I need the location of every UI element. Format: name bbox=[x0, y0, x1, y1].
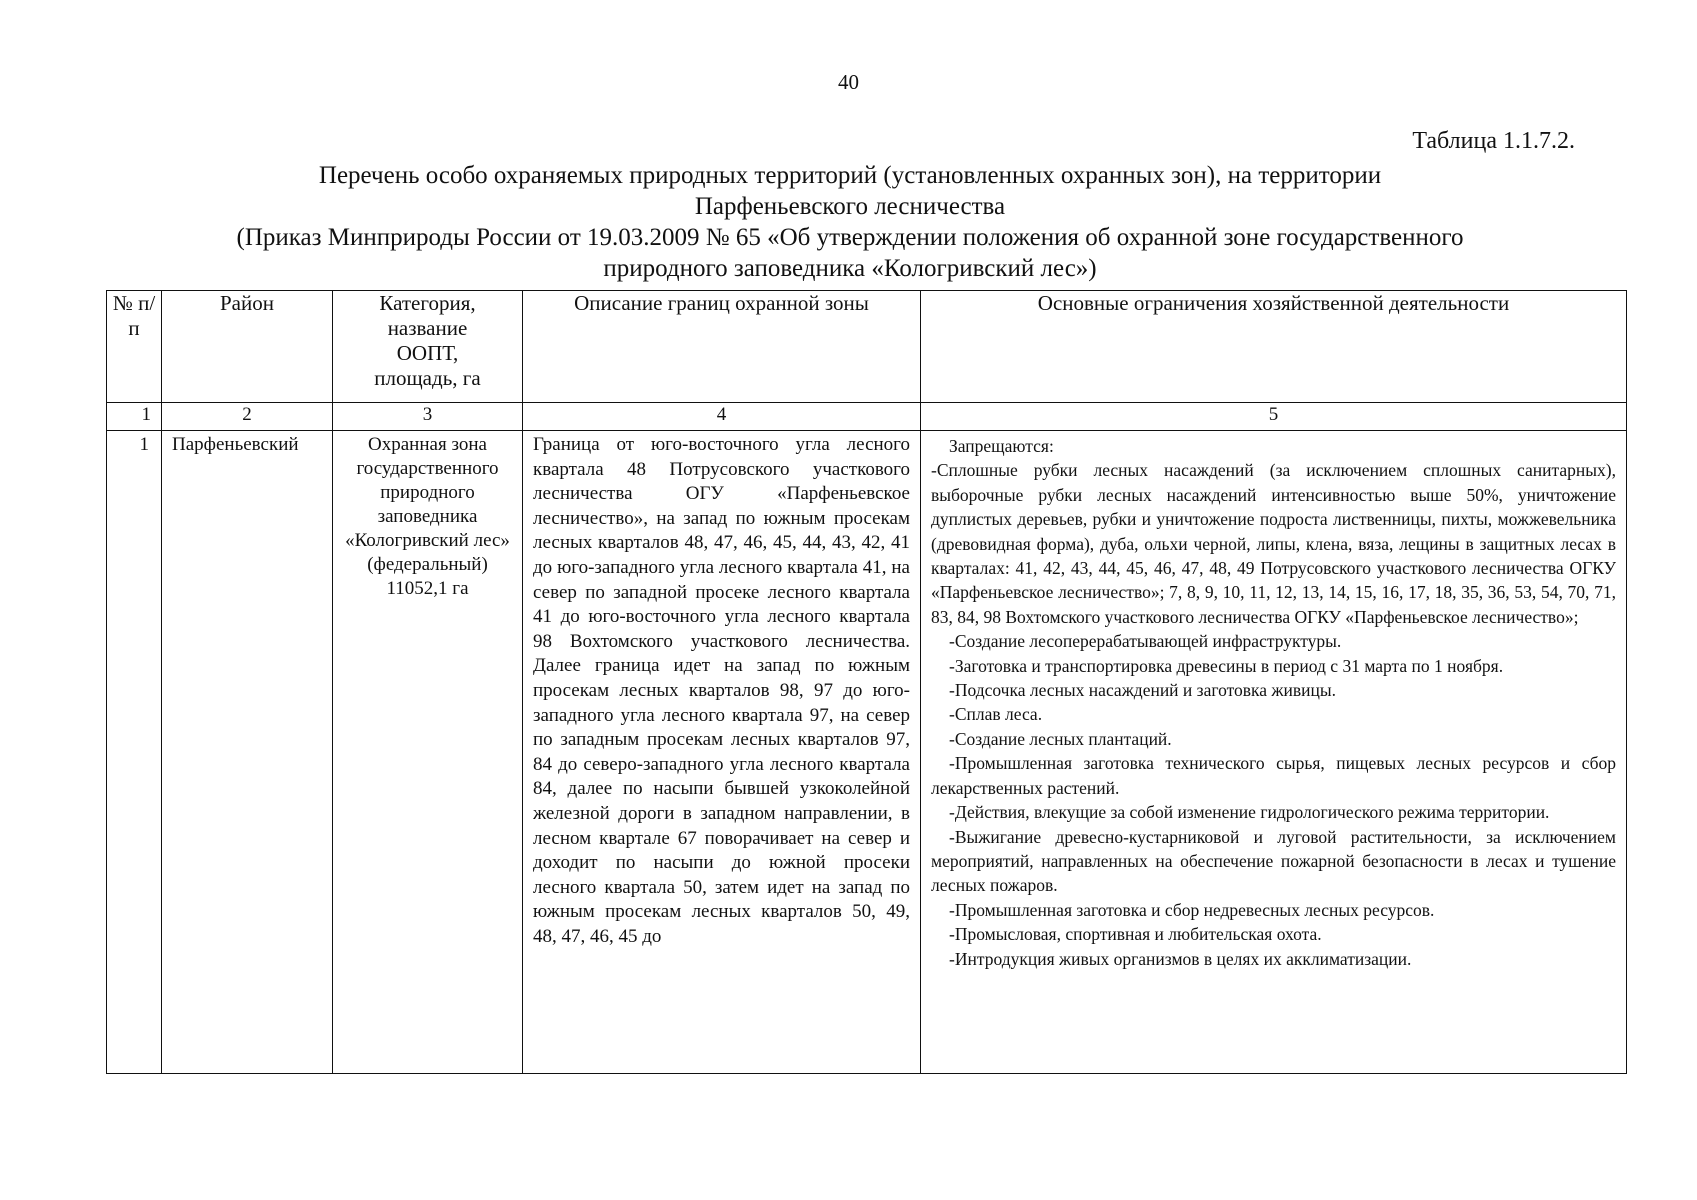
header-category: Категория, название ООПТ, площадь, га bbox=[333, 291, 523, 403]
restriction-item: -Подсочка лесных насаждений и заготовка живицы. bbox=[949, 680, 1336, 701]
restriction-item: -Выжигание древесно-кустарниковой и луговой растительности, за исключением мероприятий, направленных на обеспечение пожарной безопасности в лесах и тушение лесных пожаров. bbox=[931, 826, 1616, 896]
restriction-item: -Сплошные рубки лесных насаждений (за исключением сплошных санитарных), выборочные рубки лесных насаждений интенсивностью выше 50%, уничтожение дуплистых деревьев, рубки и уничтожение подроста лиственницы, пихты, можжевельника (древовидная форма), дуба, ольхи черной, липы, клена, вяза, лещины в защитных лесах в кварталах: 41, 42, 43, 44, 45, 46, 47, 48, 49 Потрусовского участкового лесничества ОГКУ «Парфеньевское лесничество»; 7, 8, 9, 10, 11, 12, 13, 14, 15, 16, 17, 18, 35, 36, 53, 54, 70, 71, 83, 84, 98 Вохтомского участкового лесничества ОГКУ «Парфеньевское лесничество»; bbox=[931, 460, 1616, 627]
header-district: Район bbox=[162, 291, 333, 403]
column-number-2: 2 bbox=[162, 403, 333, 431]
title-line-4: природного заповедника «Кологривский лес») bbox=[603, 255, 1097, 282]
header-num: № п/п bbox=[107, 291, 162, 403]
column-number-1: 1 bbox=[107, 403, 162, 431]
title-line-2: Парфеньевского лесничества bbox=[694, 193, 1006, 220]
table-title bbox=[100, 160, 1600, 284]
restriction-item: -Сплав леса. bbox=[949, 704, 1043, 725]
restriction-item: -Промысловая, спортивная и любительская охота. bbox=[949, 924, 1322, 945]
row-boundary-description: Граница от юго-восточного угла лесного квартала 48 Потрусовского участкового лесничества ОГУ «Парфеньевское лесничество», на запад по южным просекам лесных кварталов 48, 47, 46, 45, 44, 43, 42, 41 до юго-западного угла лесного квартала 41, на север по западной просеке лесного квартала 41 до юго-восточного угла лесного квартала 98 Вохтомского участкового лесничества. Далее граница идет на запад по южным просекам лесных кварталов 98, 97 до юго-западного угла лесного квартала 97, на север по западным просекам лесных кварталов 97, 84 до северо-западного угла лесного квартала 84, далее по насыпи бывшей узкоколейной железной дороги в западном направлении, в лесном квартале 67 поворачивает на север и доходит по насыпи до южной просеки лесного квартала 50, затем идет на запад по южным просекам лесных кварталов 50, 49, 48, 47, 46, 45 до bbox=[523, 431, 921, 1074]
restriction-item: Запрещаются: bbox=[949, 436, 1054, 456]
row-restrictions bbox=[921, 431, 1627, 1074]
column-number-3: 3 bbox=[333, 403, 523, 431]
header-description: Описание границ охранной зоны bbox=[523, 291, 921, 403]
restriction-item: -Создание лесоперерабатывающей инфраструктуры. bbox=[949, 631, 1342, 652]
row-number: 1 bbox=[107, 431, 162, 1074]
restriction-item: -Промышленная заготовка и сбор недревесных лесных ресурсов. bbox=[949, 899, 1435, 920]
restriction-item: -Создание лесных плантаций. bbox=[949, 728, 1172, 749]
protected-areas-table bbox=[106, 290, 1627, 1074]
page-number: 40 bbox=[838, 70, 859, 94]
table-row bbox=[107, 431, 1627, 1074]
row-district: Парфеньевский bbox=[162, 431, 333, 1074]
title-line-1: Перечень особо охраняемых природных территорий (установленных охранных зон), на территории bbox=[318, 162, 1382, 189]
row-category: Охранная зона государственного природного заповедника «Кологривский лес» (федеральный) 11052,1 га bbox=[333, 431, 523, 1074]
restriction-item: -Действия, влекущие за собой изменение гидрологического режима территории. bbox=[949, 802, 1550, 823]
restriction-item: -Заготовка и транспортировка древесины в период с 31 марта по 1 ноября. bbox=[949, 655, 1504, 676]
title-line-3: (Приказ Минприроды России от 19.03.2009 № 65 «Об утверждении положения об охранной зоне государственного bbox=[236, 224, 1464, 251]
table-header-row bbox=[107, 291, 1627, 403]
column-number-5: 5 bbox=[921, 403, 1627, 431]
restriction-item: -Промышленная заготовка технического сырья, пищевых лесных ресурсов и сбор лекарственных растений. bbox=[931, 753, 1616, 798]
table-label: Таблица 1.1.7.2. bbox=[1412, 128, 1575, 154]
column-number-4: 4 bbox=[523, 403, 921, 431]
header-restrictions: Основные ограничения хозяйственной деятельности bbox=[921, 291, 1627, 403]
restriction-item: -Интродукция живых организмов в целях их акклиматизации. bbox=[949, 948, 1412, 969]
column-number-row bbox=[107, 403, 1627, 431]
